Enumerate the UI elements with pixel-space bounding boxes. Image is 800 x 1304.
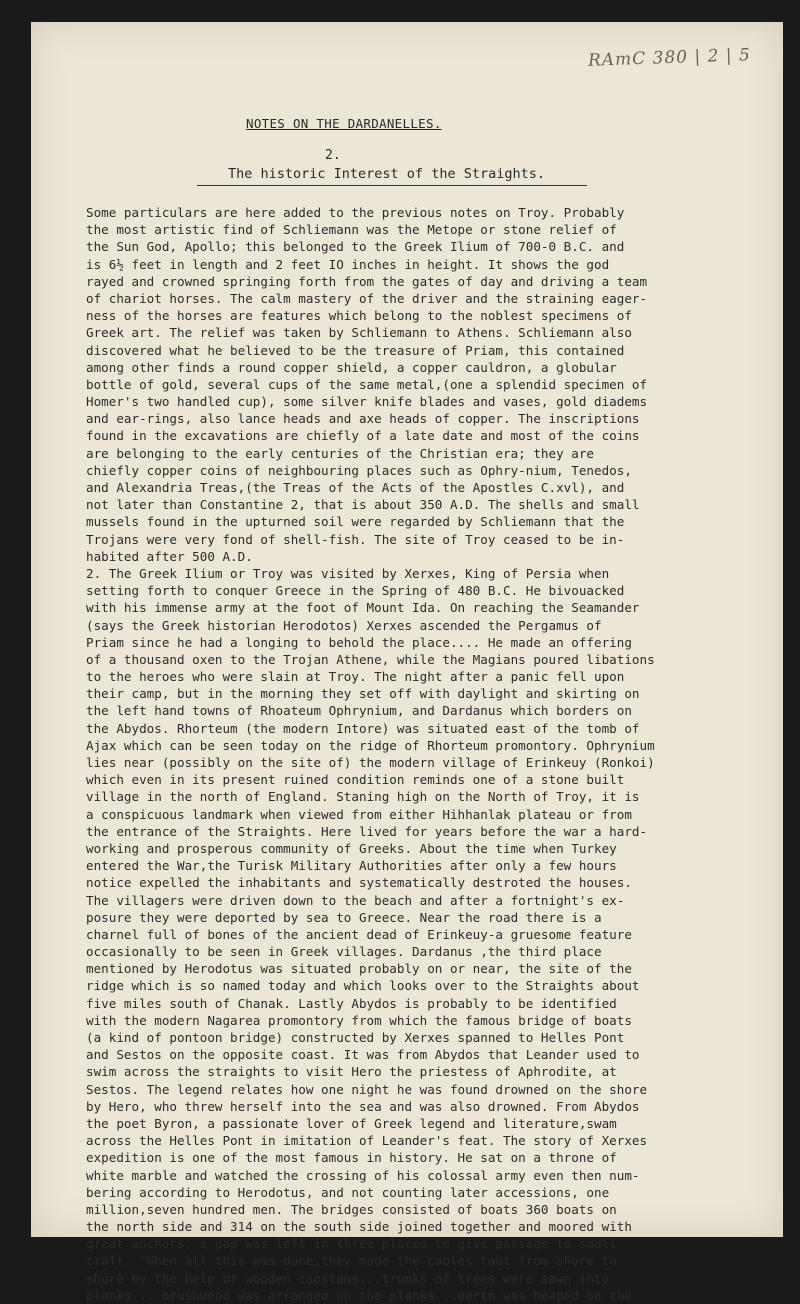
body-line: five miles south of Chanak. Lastly Abydos is probably to be identified [86, 995, 617, 1011]
body-line: chiefly copper coins of neighbouring places such as Ophry-nium, Tenedos, [86, 462, 632, 478]
document-title: NOTES ON THE DARDANELLES. [246, 116, 442, 131]
body-line: a conspicuous landmark when viewed from either Hihhanlak plateau or from [86, 806, 632, 822]
body-line: are belonging to the early centuries of the Christian era; they are [86, 445, 594, 461]
body-line: across the Helles Pont in imitation of Leander's feat. The story of Xerxes [86, 1133, 648, 1149]
body-line: their camp, but in the morning they set off with daylight and skirting on [86, 686, 640, 702]
body-line: mentioned by Herodotus was situated probably on or near, the site of the [86, 961, 632, 977]
body-line: mussels found in the upturned soil were regarded by Schliemann that the [86, 514, 625, 530]
body-line: which even in its present ruined condition reminds one of a stone built [86, 772, 625, 788]
body-line: not later than Constantine 2, that is about 350 A.D. The shells and small [86, 497, 640, 513]
body-line: the Sun God, Apollo; this belonged to the Greek Ilium of 700-0 B.C. and [86, 239, 625, 255]
body-line: bottle of gold, several cups of the same metal,(one a splendid specimen of [86, 376, 648, 392]
body-line: setting forth to conquer Greece in the Spring of 480 B.C. He bivouacked [86, 583, 625, 599]
section-title: The historic Interest of the Straights. [228, 166, 545, 182]
body-line: Greek art. The relief was taken by Schliemann to Athens. Schliemann also [86, 325, 632, 341]
body-line: is 6½ feet in length and 2 feet IO inches in height. It shows the god [86, 256, 610, 272]
body-line: occasionally to be seen in Greek villages. Dardanus ,the third place [86, 944, 602, 960]
body-line: Some particulars are here added to the previous notes on Troy. Probably [86, 205, 625, 220]
body-line: lies near (possibly on the site of) the modern village of Erinkeuy (Ronkoi) [86, 755, 655, 770]
body-line: posure they were deported by sea to Greece. Near the road there is a [86, 909, 602, 925]
body-line: 2. The Greek Ilium or Troy was visited by Xerxes, King of Persia when [86, 565, 610, 581]
body-line: charnel full of bones of the ancient dead of Erinkeuy-a gruesome feature [86, 926, 632, 942]
body-line: among other finds a round copper shield, a copper cauldron, a globular [86, 359, 617, 375]
body-line: Sestos. The legend relates how one night he was found drowned on the shore [86, 1081, 648, 1097]
body-line: rayed and crowned springing forth from the gates of day and driving a team [86, 273, 648, 289]
body-line: village in the north of England. Staning high on the North of Troy, it is [86, 789, 640, 805]
body-text [86, 204, 776, 1304]
body-line: Trojans were very fond of shell-fish. The site of Troy ceased to be in- [86, 531, 625, 547]
body-line: the poet Byron, a passionate lover of Greek legend and literature,swam [86, 1115, 617, 1131]
body-line: with the modern Nagarea promontory from which the famous bridge of boats [86, 1012, 632, 1028]
body-line: swim across the straights to visit Hero the priestess of Aphrodite, at [86, 1064, 617, 1080]
body-line: expedition is one of the most famous in history. He sat on a throne of [86, 1150, 617, 1166]
body-line: by Hero, who threw herself into the sea and was also drowned. From Abydos [86, 1098, 640, 1114]
body-line: million,seven hundred men. The bridges consisted of boats 360 boats on [86, 1201, 617, 1217]
body-line: the most artistic find of Schliemann was the Metope or stone relief of [86, 222, 617, 238]
body-line: craft. "When all this was done,they made the cables taut from shore to [86, 1253, 617, 1269]
body-line: habited after 500 A.D. [86, 548, 253, 564]
body-line: Homer's two handled cup), some silver knife blades and vases, gold diadems [86, 394, 648, 410]
body-line: discovered what he believed to be the treasure of Priam, this contained [86, 342, 625, 358]
body-line: and Alexandria Treas,(the Treas of the Acts of the Apostles C.xvl), and [86, 480, 625, 495]
body-line: ness of the horses are features which belong to the noblest specimens of [86, 308, 632, 324]
archive-reference: RAmC 380 | 2 | 5 [587, 45, 752, 71]
body-line: and ear-rings, also lance heads and axe heads of copper. The inscriptions [86, 411, 640, 427]
body-line: great anchors, a gap was left in three places to give passage to small [86, 1236, 617, 1252]
body-line: (a kind of pontoon bridge) constructed by Xerxes spanned to Helles Pont [86, 1030, 625, 1045]
body-line: ridge which is so named today and which looks over to the Straights about [86, 978, 640, 994]
body-line: entered the War,the Turisk Military Authorities after only a few hours [86, 858, 617, 874]
body-line: The villagers were driven down to the beach and after a fortnight's ex- [86, 892, 625, 908]
body-line: the left hand towns of Rhoateum Ophrynium, and Dardanus which borders on [86, 703, 632, 719]
body-line: planks... brushwood was arranged on the planks...earth was heaped on the [86, 1287, 632, 1303]
body-line: bering according to Herodotus, and not counting later accessions, one [86, 1184, 610, 1200]
body-line: to the heroes who were slain at Troy. The night after a panic fell upon [86, 669, 625, 685]
body-line: and Sestos on the opposite coast. It was from Abydos that Leander used to [86, 1047, 640, 1063]
section-number: 2. [325, 148, 341, 163]
title-underline [197, 185, 587, 186]
body-line: of chariot horses. The calm mastery of the driver and the straining eager- [86, 290, 648, 306]
body-line: white marble and watched the crossing of his colossal army even then num- [86, 1167, 640, 1183]
body-line: Priam since he had a longing to behold the place.... He made an offering [86, 634, 632, 650]
body-line: Ajax which can be seen today on the ridge of Rhorteum promontory. Ophrynium [86, 737, 655, 753]
body-line: the north side and 314 on the south side joined together and moored with [86, 1219, 632, 1235]
body-line: with his immense army at the foot of Mount Ida. On reaching the Seamander [86, 600, 640, 616]
body-line: the entrance of the Straights. Here lived for years before the war a hard- [86, 823, 648, 839]
body-line: (says the Greek historian Herodotos) Xerxes ascended the Pergamus of [86, 617, 602, 633]
body-line: working and prosperous community of Greeks. About the time when Turkey [86, 840, 617, 856]
body-line: of a thousand oxen to the Trojan Athene, while the Magians poured libations [86, 651, 655, 667]
body-line: found in the excavations are chiefly of a late date and most of the coins [86, 428, 640, 444]
body-line: shore by the help of wooden capstans...trunks of trees were sawn into [86, 1270, 610, 1286]
body-line: notice expelled the inhabitants and systematically destroted the houses. [86, 875, 632, 891]
body-line: the Abydos. Rhorteum (the modern Intore) was situated east of the tomb of [86, 720, 640, 736]
